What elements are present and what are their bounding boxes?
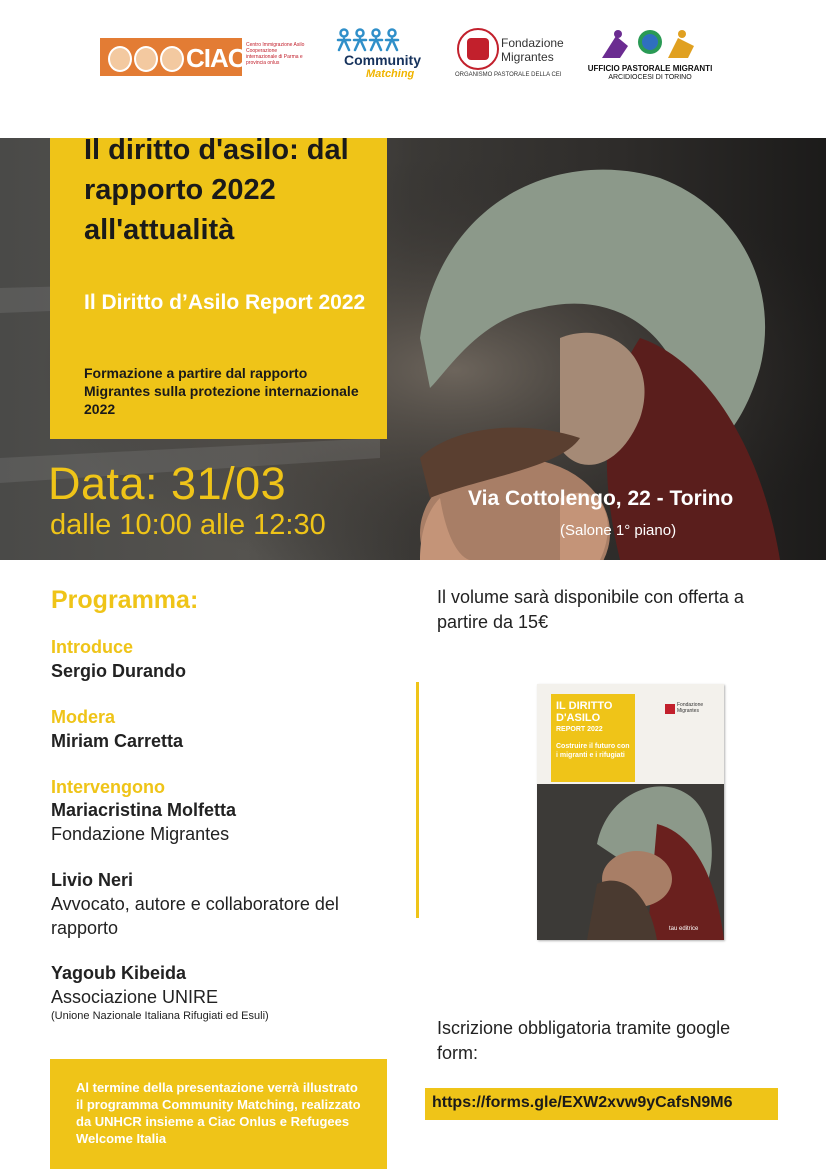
people-group-icon bbox=[336, 28, 400, 54]
face-icon bbox=[134, 46, 158, 72]
volume-text: Il volume sarà disponibile con offerta a partire da 15€ bbox=[437, 587, 744, 632]
programma-heading: Programma: bbox=[51, 586, 199, 614]
divider-line bbox=[416, 682, 419, 918]
speaker-affiliation: Fondazione Migrantes bbox=[51, 824, 230, 844]
event-subtitle: Il Diritto d’Asilo Report 2022 bbox=[84, 291, 366, 314]
ufficio-pastorale-logo: UFFICIO PASTORALE MIGRANTI ARCIDIOCESI DI TORINO bbox=[572, 28, 728, 84]
speaker-affiliation: Associazione UNIRE bbox=[51, 987, 219, 1007]
community-matching-logo: Community Matching bbox=[330, 28, 434, 84]
event-description: Formazione a partire dal rapporto Migrantes sulla protezione internazionale 2022 bbox=[84, 365, 359, 417]
title-box bbox=[50, 138, 387, 439]
introduce-label: Introduce bbox=[51, 637, 134, 657]
registration-link-text[interactable]: https://forms.gle/EXW2xvw9yCafsN9M6 bbox=[432, 1094, 733, 1111]
ciac-logo: CIAC Centro Immigrazione Asilo Cooperazione internazionale di Parma e provincia onlus bbox=[100, 38, 276, 76]
modera-name: Miriam Carretta bbox=[51, 731, 184, 751]
logo-bar bbox=[0, 0, 826, 110]
speaker-name: Yagoub Kibeida bbox=[51, 963, 187, 983]
seal-icon bbox=[457, 28, 499, 70]
introduce-name: Sergio Durando bbox=[51, 661, 187, 681]
iscrizione-text: Iscrizione obbligatoria tramite google form: bbox=[437, 1018, 731, 1063]
event-time: dalle 10:00 alle 12:30 bbox=[50, 509, 326, 541]
event-title: Il diritto d'asilo: dal rapporto 2022 all'attualità bbox=[84, 138, 349, 246]
hero-banner bbox=[0, 138, 826, 560]
modera-label: Modera bbox=[51, 707, 116, 727]
community-matching-note: Al termine della presentazione verrà illustrato il programma Community Matching, realizzato da UNHCR insieme a Ciac Onlus e Refugees Welcome Italia bbox=[50, 1059, 387, 1169]
face-icon bbox=[160, 46, 184, 72]
registration-link[interactable] bbox=[425, 1088, 778, 1120]
migrants-figures-icon bbox=[598, 28, 702, 60]
speaker-name: Livio Neri bbox=[51, 870, 134, 890]
speaker-name: Mariacristina Molfetta bbox=[51, 800, 237, 820]
face-icon bbox=[108, 46, 132, 72]
book-publisher: tau editrice bbox=[669, 926, 699, 932]
book-cover: IL DIRITTO D'ASILO REPORT 2022 Costruire il futuro con i migranti e i rifugiati Fondazione Migrantes tau editrice bbox=[537, 684, 724, 940]
event-date: Data: 31/03 bbox=[48, 458, 287, 509]
intervengono-label: Intervengono bbox=[51, 777, 166, 797]
speaker-affiliation: Avvocato, autore e collaboratore del rapporto bbox=[51, 894, 339, 938]
book-logo-icon bbox=[665, 704, 675, 714]
speaker-note: (Unione Nazionale Italiana Rifugiati ed Esuli) bbox=[51, 1010, 269, 1022]
event-address: Via Cottolengo, 22 - Torino bbox=[468, 487, 734, 510]
fondazione-migrantes-logo: Fondazione Migrantes ORGANISMO PASTORALE DELLA CEI bbox=[455, 28, 565, 84]
event-room: (Salone 1° piano) bbox=[560, 522, 677, 539]
book-title-box: IL DIRITTO D'ASILO REPORT 2022 Costruire il futuro con i migranti e i rifugiati bbox=[551, 694, 635, 782]
